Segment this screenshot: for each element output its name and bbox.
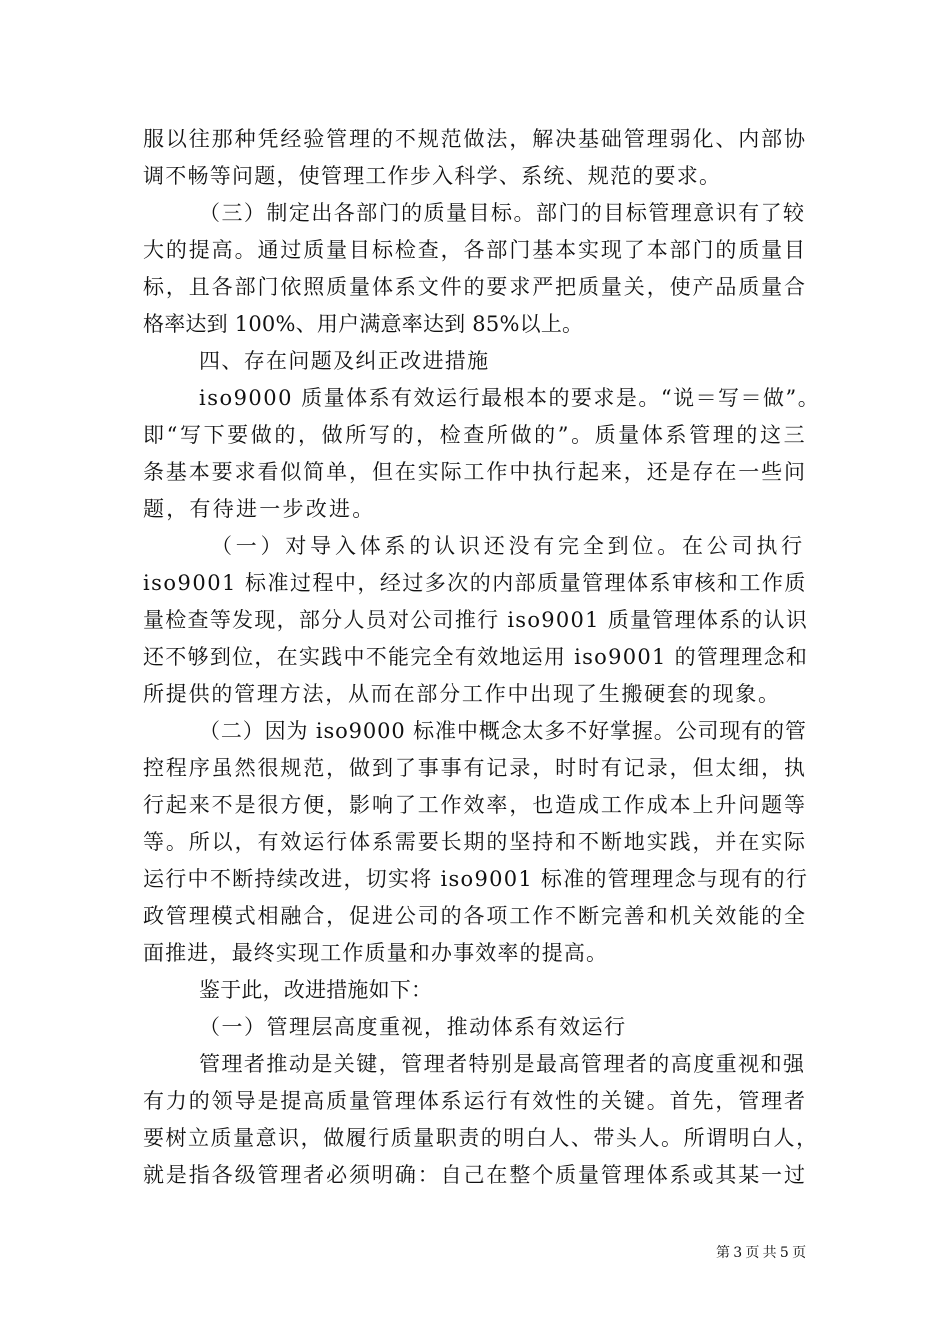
text-line: iso9000 质量体系有效运行最根本的要求是。“说＝写＝做”。 (199, 386, 821, 410)
text-line: 标，且各部门依照质量体系文件的要求严把质量关，使产品质量合 (143, 275, 807, 299)
text-line: 就是指各级管理者必须明确：自己在整个质量管理体系或其某一过 (143, 1163, 807, 1187)
text-line: 等。所以，有效运行体系需要长期的坚持和不断地实践，并在实际 (143, 830, 807, 854)
text-line: （二）因为 iso9000 标准中概念太多不好掌握。公司现有的管 (199, 719, 807, 743)
text-line: 运行中不断持续改进，切实将 iso9001 标准的管理理念与现有的行 (143, 867, 809, 891)
page-number: 第 3 页 共 5 页 (716, 1245, 806, 1261)
text-line: （一）对导入体系的认识还没有完全到位。在公司执行 (211, 534, 806, 558)
text-line: 有力的领导是提高质量管理体系运行有效性的关键。首先，管理者 (143, 1089, 807, 1113)
text-line: 大的提高。通过质量目标检查，各部门基本实现了本部门的质量目 (143, 238, 807, 262)
text-line: 行起来不是很方便，影响了工作效率，也造成工作成本上升问题等 (143, 793, 807, 817)
text-line: 量检查等发现，部分人员对公司推行 iso9001 质量管理体系的认识 (143, 608, 809, 632)
text-line: 控程序虽然很规范，做到了事事有记录，时时有记录，但太细，执 (143, 756, 807, 780)
text-line: 政管理模式相融合，促进公司的各项工作不断完善和机关效能的全 (143, 904, 807, 928)
text-line: 要树立质量意识，做履行质量职责的明白人、带头人。所谓明白人， (143, 1126, 819, 1150)
text-line: 鉴于此，改进措施如下： (199, 978, 433, 1002)
text-line: 即“写下要做的，做所写的，检查所做的”。质量体系管理的这三 (143, 423, 808, 447)
section-heading: 四、存在问题及纠正改进措施 (199, 349, 490, 373)
section-heading: （一）管理层高度重视，推动体系有效运行 (199, 1015, 627, 1039)
text-line: 服以往那种凭经验管理的不规范做法，解决基础管理弱化、内部协 (143, 127, 807, 151)
text-line: 调不畅等问题，使管理工作步入科学、系统、规范的要求。 (143, 164, 722, 188)
text-line: 管理者推动是关键，管理者特别是最高管理者的高度重视和强 (199, 1052, 806, 1076)
text-line: 题，有待进一步改进。 (143, 497, 376, 521)
text-line: 格率达到 100%、用户满意率达到 85%以上。 (143, 312, 584, 336)
text-line: 面推进，最终实现工作质量和办事效率的提高。 (143, 941, 609, 965)
text-line: （三）制定出各部门的质量目标。部门的目标管理意识有了较 (199, 201, 806, 225)
text-line: 所提供的管理方法，从而在部分工作中出现了生搬硬套的现象。 (143, 682, 781, 706)
text-line: 条基本要求看似简单，但在实际工作中执行起来，还是存在一些问 (143, 460, 807, 484)
text-line: iso9001 标准过程中，经过多次的内部质量管理体系审核和工作质 (143, 571, 807, 595)
text-line: 还不够到位，在实践中不能完全有效地运用 iso9001 的管理理念和 (143, 645, 809, 669)
